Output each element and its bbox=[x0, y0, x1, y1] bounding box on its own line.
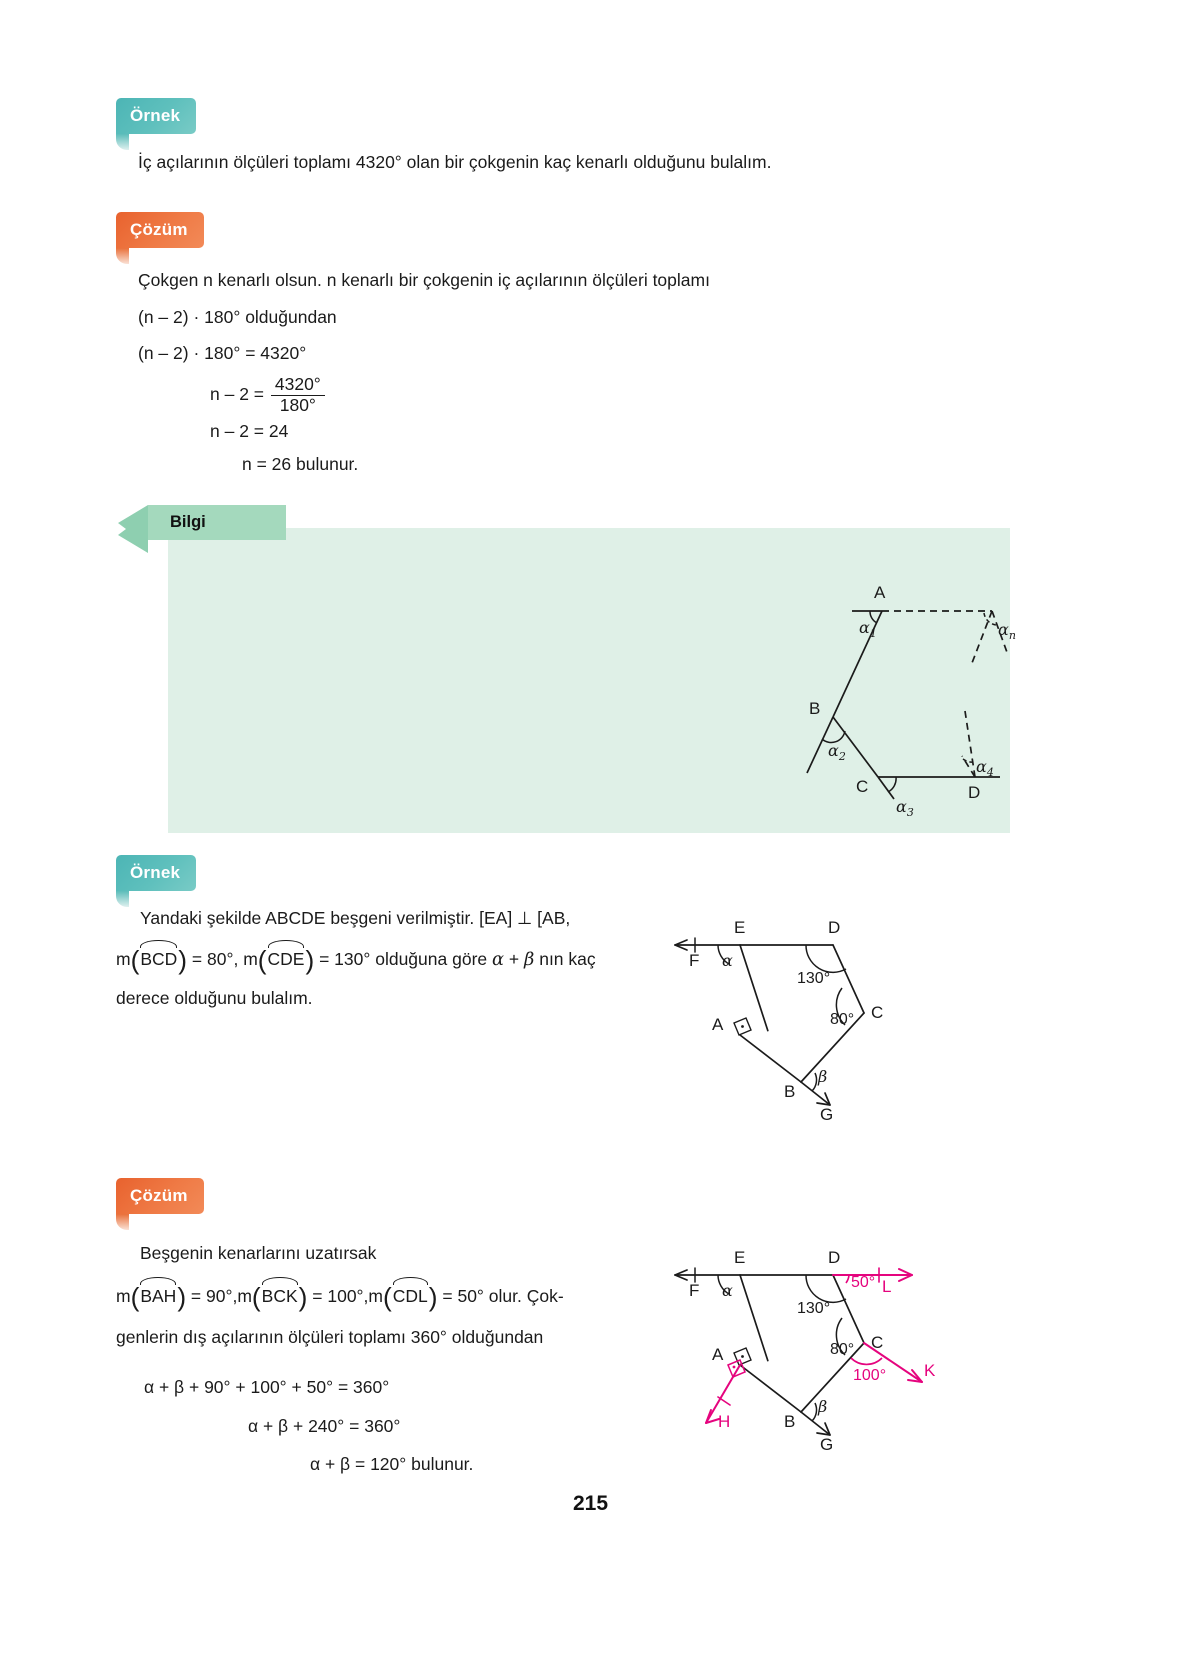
angle-value-bcd: = 80°, bbox=[187, 948, 239, 969]
label-A: A bbox=[712, 1345, 724, 1364]
m-operator: m bbox=[116, 1285, 131, 1306]
label-D: D bbox=[828, 918, 841, 937]
label-E: E bbox=[734, 1248, 746, 1267]
label-80: 80° bbox=[830, 1341, 855, 1358]
right-angle-mark-A-magenta bbox=[728, 1360, 745, 1377]
solution-2-eq-1: α + β + 90° + 100° + 50° = 360° bbox=[144, 1377, 390, 1397]
angle-arc-beta bbox=[812, 1073, 817, 1091]
label-K: K bbox=[924, 1361, 936, 1380]
label-B: B bbox=[784, 1082, 796, 1101]
label-alpha: α bbox=[722, 1281, 733, 1300]
label-F: F bbox=[689, 1281, 700, 1300]
angle-name-bah: BAH bbox=[139, 1284, 177, 1309]
label-G: G bbox=[820, 1435, 834, 1454]
label-alpha-3: $\alpha_3$ bbox=[896, 797, 914, 819]
page-number: 215 bbox=[572, 1492, 609, 1515]
label-beta: β bbox=[818, 1397, 828, 1416]
m-operator: m bbox=[368, 1285, 383, 1306]
label-100: 100° bbox=[853, 1367, 887, 1384]
label-50: 50° bbox=[851, 1274, 876, 1291]
alpha-symbol: α bbox=[492, 948, 505, 970]
beta-symbol: β bbox=[524, 948, 535, 970]
label-A: A bbox=[874, 583, 886, 602]
label-beta: β bbox=[818, 1067, 828, 1086]
pentagon-figure-example-2 bbox=[660, 870, 910, 1120]
solution-1-line-5: n – 2 = 24 bbox=[210, 421, 289, 441]
segment-E-A bbox=[740, 1275, 768, 1361]
fraction bbox=[271, 375, 325, 415]
segment-B-C bbox=[833, 717, 878, 777]
hexagon-exterior-angles-figure bbox=[760, 560, 1020, 820]
label-A: A bbox=[712, 1015, 724, 1034]
right-angle-dot-A-magenta bbox=[733, 1366, 736, 1369]
label-B: B bbox=[809, 699, 821, 718]
angle-name-cdl: CDL bbox=[392, 1284, 429, 1309]
example-1-text: İç açılarının ölçüleri toplamı 4320° olan bir çokgenin kaç kenarlı olduğunu bulalım. bbox=[138, 152, 772, 172]
info-tag-label: Bilgi bbox=[170, 513, 206, 531]
label-H: H bbox=[718, 1412, 731, 1431]
label-alpha-n: $\alpha_n$ bbox=[998, 620, 1016, 642]
label-E: E bbox=[734, 918, 746, 937]
example-2-line-2: m( BCD) = 80°, m( CDE) = 130° olduğuna göre α + β nın kaç bbox=[116, 942, 596, 979]
label-F: F bbox=[689, 951, 700, 970]
label-C: C bbox=[856, 777, 869, 796]
angle-value-bah: = 90°, bbox=[186, 1285, 238, 1306]
example-1-tag-label: Örnek bbox=[130, 106, 181, 125]
example-2-line-1: Yandaki şekilde ABCDE beşgeni verilmiştir. [EA] ⊥ [AB, bbox=[140, 908, 571, 928]
tag-tail bbox=[116, 891, 129, 907]
tag-tail bbox=[116, 134, 129, 150]
segment-A-B bbox=[740, 1365, 801, 1412]
angle-name-cde: CDE bbox=[267, 947, 306, 972]
info-tag bbox=[148, 505, 286, 540]
label-alpha: α bbox=[722, 951, 733, 970]
angle-name-bcd: BCD bbox=[139, 947, 178, 972]
label-G: G bbox=[820, 1105, 834, 1120]
solution-1-line-3: (n – 2) · 180° = 4320° bbox=[138, 343, 307, 363]
angle-arc-50 bbox=[846, 1275, 849, 1283]
solution-2-tag-label: Çözüm bbox=[130, 1186, 188, 1205]
solution-2-line-2: m( BAH) = 90°,m( BCK) = 100°,m( CDL) = 50° olur. Çok- bbox=[116, 1279, 564, 1316]
m-operator: m bbox=[243, 948, 258, 969]
arrowhead-K bbox=[908, 1370, 922, 1382]
segment-N-dashed bbox=[972, 611, 992, 663]
tag-tail bbox=[116, 248, 129, 264]
segment-A-B bbox=[740, 1035, 801, 1082]
label-L: L bbox=[882, 1277, 892, 1296]
label-alpha-4: $\alpha_4$ bbox=[976, 757, 994, 779]
pentagon-figure-solution-2 bbox=[640, 1195, 940, 1460]
solution-2-line-1: Beşgenin kenarlarını uzatırsak bbox=[140, 1243, 377, 1263]
label-130: 130° bbox=[797, 970, 831, 987]
solution-2-eq-2: α + β + 240° = 360° bbox=[248, 1416, 401, 1436]
solution-1-line-2: (n – 2) · 180° olduğundan bbox=[138, 307, 337, 327]
m-operator: m bbox=[237, 1285, 252, 1306]
angle-arc-beta bbox=[812, 1403, 817, 1421]
fraction-denominator: 180° bbox=[271, 395, 325, 416]
angle-arc-100 bbox=[851, 1358, 882, 1364]
segment-E-D-dashed bbox=[965, 711, 975, 777]
label-D: D bbox=[828, 1248, 841, 1267]
label-B: B bbox=[784, 1412, 796, 1431]
solution-1-line-6: n = 26 bulunur. bbox=[242, 454, 359, 474]
solution-1-line-4 bbox=[210, 375, 327, 415]
label-alpha-1: $\alpha_1$ bbox=[859, 618, 877, 640]
label-80: 80° bbox=[830, 1011, 855, 1028]
label-130: 130° bbox=[797, 1300, 831, 1317]
right-angle-dot-A bbox=[741, 1025, 744, 1028]
angle-value-cde: = 130° olduğuna göre bbox=[314, 948, 492, 969]
example-2-line-2-tail: nın kaç bbox=[534, 948, 596, 969]
angle-value-bck: = 100°, bbox=[307, 1285, 369, 1306]
angle-name-bck: BCK bbox=[261, 1284, 299, 1309]
solution-2-line-3: genlerin dış açılarının ölçüleri toplamı 360° olduğundan bbox=[116, 1327, 544, 1347]
segment-E-A bbox=[740, 945, 768, 1031]
label-C: C bbox=[871, 1333, 884, 1352]
angle-value-cdl: = 50° olur. Çok- bbox=[437, 1285, 564, 1306]
label-C: C bbox=[871, 1003, 884, 1022]
m-operator: m bbox=[116, 948, 131, 969]
solution-1-line-4-lhs: n – 2 = bbox=[210, 383, 269, 404]
solution-1-tag bbox=[116, 212, 204, 248]
segment-C-D bbox=[833, 945, 864, 1013]
example-2-tag bbox=[116, 855, 196, 891]
right-angle-dot-A bbox=[741, 1355, 744, 1358]
example-1-tag bbox=[116, 98, 196, 134]
angle-arc-alpha1 bbox=[870, 611, 877, 623]
info-ribbon-arrow bbox=[118, 505, 148, 553]
solution-2-tag bbox=[116, 1178, 204, 1214]
angle-arc-alpha3 bbox=[888, 777, 896, 792]
label-D: D bbox=[968, 783, 981, 802]
example-2-tag-label: Örnek bbox=[130, 863, 181, 882]
fraction-numerator: 4320° bbox=[274, 374, 321, 394]
example-2-line-3: derece olduğunu bulalım. bbox=[116, 988, 313, 1008]
solution-2-eq-3: α + β = 120° bulunur. bbox=[310, 1454, 474, 1474]
ray-C-extension bbox=[878, 777, 894, 799]
solution-1-line-1: Çokgen n kenarlı olsun. n kenarlı bir çokgenin iç açılarının ölçüleri toplamı bbox=[138, 270, 710, 290]
label-alpha-2: $\alpha_2$ bbox=[828, 741, 846, 763]
tag-tail bbox=[116, 1214, 129, 1230]
solution-1-tag-label: Çözüm bbox=[130, 220, 188, 239]
